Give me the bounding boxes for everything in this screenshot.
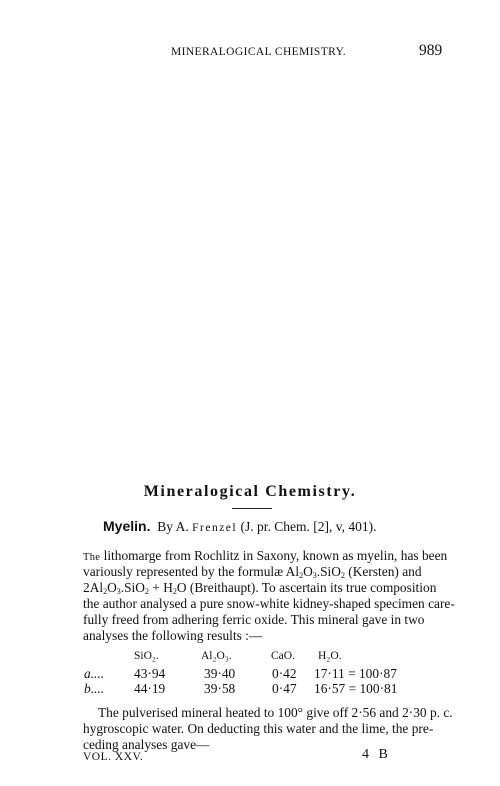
page-number: 989 [419,42,443,59]
table-cell: 16·57 = 100·81 [314,681,398,696]
author-name: Frenzel [192,522,238,534]
column-header: SiO₂. [134,650,159,662]
section-title: Mineralogical Chemistry. [143,483,357,500]
paragraph-line: hygroscopic water. On deducting this water and the lime, the pre- [83,721,434,736]
table-cell: 43·94 [134,666,166,681]
by-text: By A. [157,519,189,534]
paragraph-line: analyses the following results :— [83,628,263,643]
table-cell: 0·47 [272,681,297,696]
citation: (J. pr. Chem. [2], v, 401). [240,519,377,534]
paragraph-line: variously represented by the formulæ $Al_2O_3.SiO_2$ (Kersten) and [83,564,422,580]
table-cell: 39·40 [204,666,236,681]
table-cell: 0·42 [272,666,297,681]
volume-footer: VOL. XXV. [83,751,144,763]
column-header: CaO. [271,650,295,662]
column-header: H₂O. [318,650,342,662]
paragraph-line: fully freed from adhering ferric oxide. This mineral gave in two [83,612,425,627]
signature-mark: 4 B [362,747,391,762]
paragraph-line: The lithomarge from Rochlitz in Saxony, known as myelin, has been [83,548,448,563]
paragraph-line: The pulverised mineral heated to 100° give off 2·56 and 2·30 p. c. [98,705,453,720]
paragraph-line: ceding analyses gave— [83,737,210,752]
formula-kersten: $Al_2O_3.SiO_2$ [285,564,345,580]
article-heading [103,518,376,535]
column-header: Al₂O₃. [201,650,232,662]
running-head: MINERALOGICAL CHEMISTRY. [171,46,347,58]
table-cell: 44·19 [134,681,166,696]
mineral-name: Myelin. [103,518,151,534]
paragraph-line: the author analysed a pure snow-white kidney-shaped specimen care- [83,596,455,611]
row-label: a.... [84,666,105,681]
title-rule [232,508,272,509]
row-label: b.... [84,681,105,696]
first-word: The [83,552,101,563]
table-cell: 39·58 [204,681,236,696]
formula-breithaupt: $2Al_2O_3.SiO_2 + H_2O$ [83,580,187,596]
paragraph-line: $2Al_2O_3.SiO_2 + H_2O$ (Breithaupt). To ascertain its true composition [83,580,437,596]
table-cell: 17·11 = 100·87 [314,666,397,681]
